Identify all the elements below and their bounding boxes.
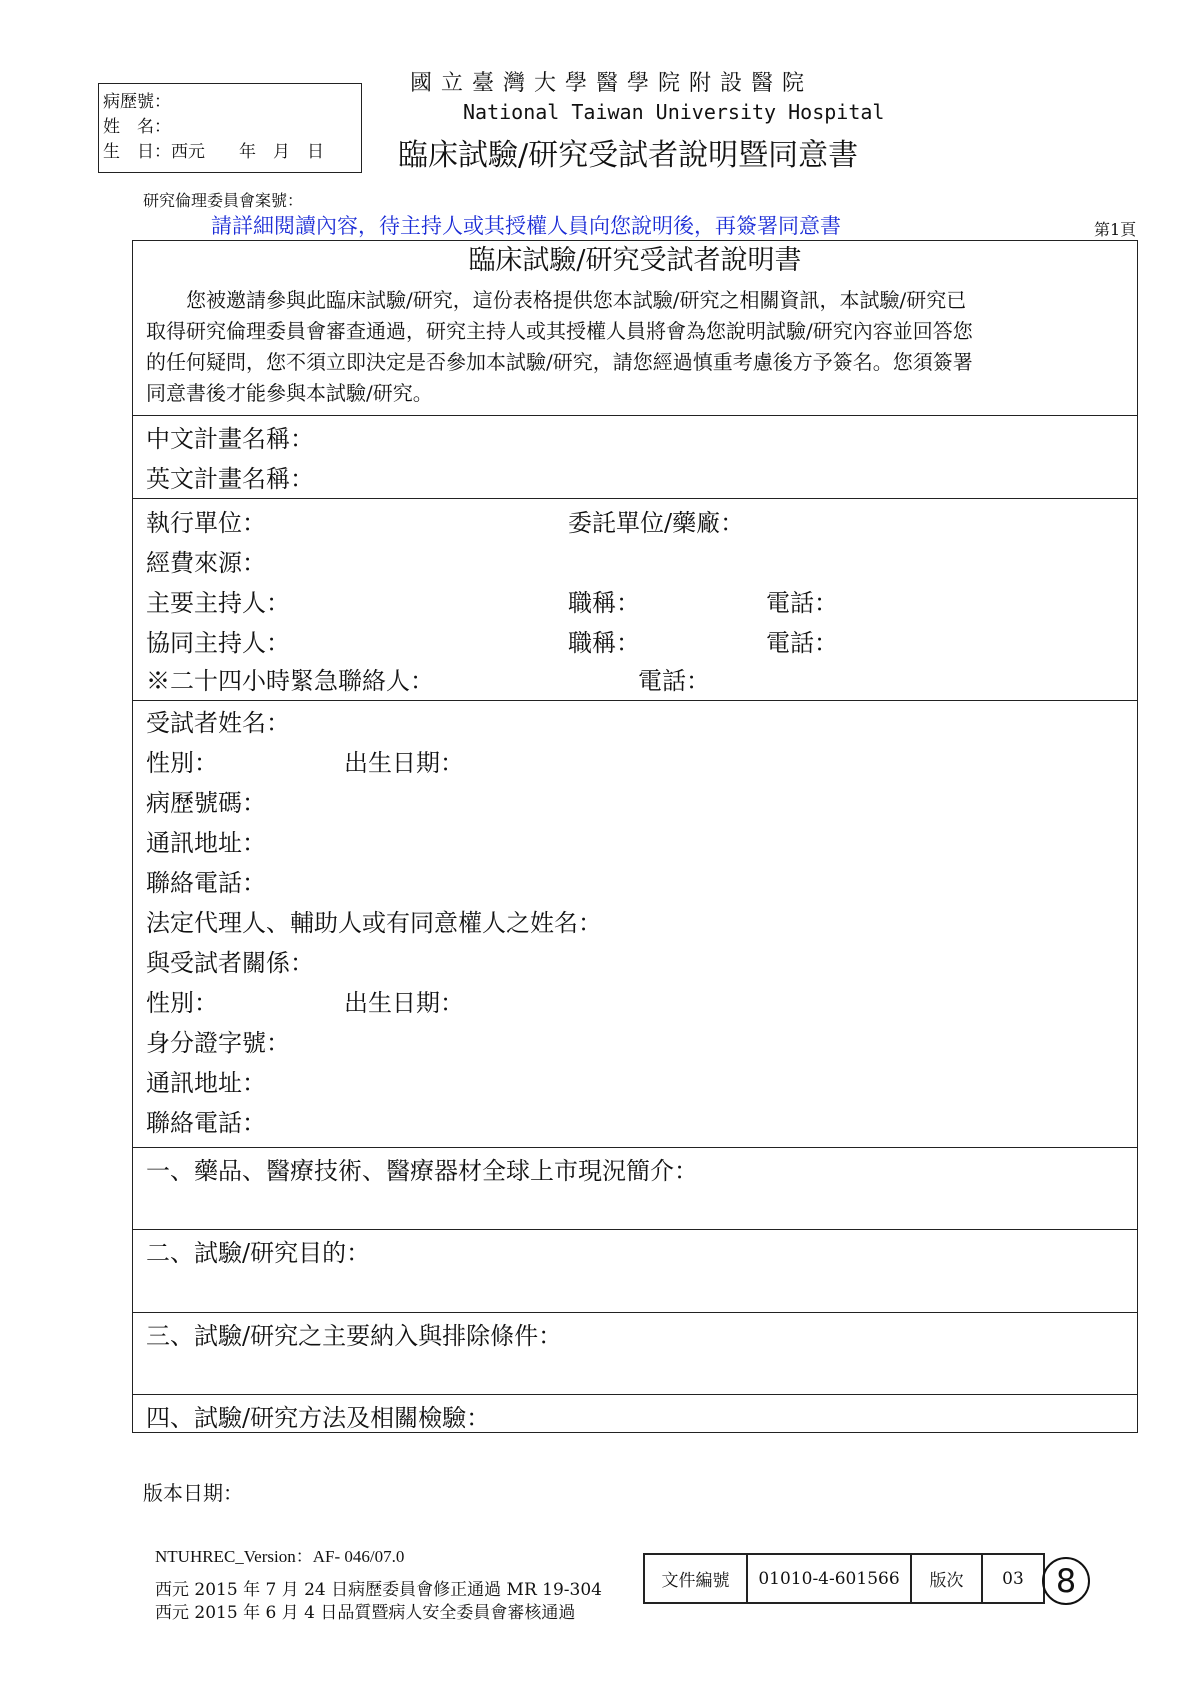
project-cn-name: 中文計畫名稱： bbox=[146, 425, 314, 453]
representative-id: 身分證字號： bbox=[146, 1029, 290, 1057]
co-pi-phone: 電話： bbox=[766, 629, 838, 657]
subject-chart-number: 病歷號碼： bbox=[146, 789, 266, 817]
subject-dob: 出生日期： bbox=[344, 749, 464, 777]
patient-name-label: 姓 名： bbox=[103, 117, 171, 137]
page-number: 第1頁 bbox=[1094, 220, 1137, 239]
emergency-contact: ※二十四小時緊急聯絡人： bbox=[146, 667, 434, 695]
reading-notice: 請詳細閱讀內容，待主持人或其授權人員向您說明後，再簽署同意書 bbox=[211, 214, 841, 238]
subject-name: 受試者姓名： bbox=[146, 709, 290, 737]
form-version: NTUHREC_Version：AF- 046/07.0 bbox=[155, 1547, 405, 1566]
hospital-name-cn: 國立臺灣大學醫學院附設醫院 bbox=[410, 71, 814, 96]
edition-number: 03 bbox=[1002, 1568, 1024, 1589]
intro-line: 您被邀請參與此臨床試驗/研究，這份表格提供您本試驗/研究之相關資訊，本試驗/研究已 bbox=[146, 288, 967, 312]
divider bbox=[133, 1394, 1137, 1395]
divider bbox=[133, 700, 1137, 701]
divider bbox=[133, 1147, 1137, 1148]
co-pi-title: 職稱： bbox=[568, 629, 640, 657]
intro-line: 同意書後才能參與本試驗/研究。 bbox=[146, 381, 433, 405]
representative-sex: 性別： bbox=[146, 989, 218, 1017]
pi-title: 職稱： bbox=[568, 589, 640, 617]
divider bbox=[133, 1312, 1137, 1313]
document-title: 臨床試驗/研究受試者說明暨同意書 bbox=[398, 138, 859, 173]
intro-line: 的任何疑問，您不須立即決定是否參加本試驗/研究，請您經過慎重考慮後方予簽名。您須簽署 bbox=[146, 350, 973, 374]
divider bbox=[133, 1229, 1137, 1230]
item-market-status: 一、藥品、醫療技術、醫療器材全球上市現況簡介： bbox=[146, 1157, 698, 1185]
doc-number: 01010-4-601566 bbox=[748, 1555, 912, 1602]
hospital-name-en: National Taiwan University Hospital bbox=[463, 100, 885, 124]
executing-unit: 執行單位： bbox=[146, 509, 266, 537]
subject-address: 通訊地址： bbox=[146, 829, 266, 857]
document-code-table bbox=[643, 1553, 1045, 1604]
co-investigator: 協同主持人： bbox=[146, 629, 290, 657]
project-en-name: 英文計畫名稱： bbox=[146, 465, 314, 493]
patient-info-box bbox=[98, 83, 362, 173]
doc-number-label: 文件編號 bbox=[645, 1555, 748, 1602]
representative-relation: 與受試者關係： bbox=[146, 949, 314, 977]
subject-phone: 聯絡電話： bbox=[146, 869, 266, 897]
chart-number-label: 病歷號： bbox=[103, 92, 171, 112]
approval-line: 西元 2015 年 7 月 24 日病歷委員會修正通過 MR 19-304 bbox=[155, 1580, 602, 1600]
intro-paragraph bbox=[146, 285, 1129, 409]
consent-form-table bbox=[132, 240, 1138, 1433]
pi-phone: 電話： bbox=[766, 589, 838, 617]
item-methods: 四、試驗/研究方法及相關檢驗： bbox=[146, 1404, 491, 1432]
version-date: 版本日期： bbox=[143, 1481, 243, 1505]
divider bbox=[133, 498, 1137, 499]
emergency-phone: 電話： bbox=[638, 667, 710, 695]
circled-number: 8 bbox=[1042, 1557, 1090, 1605]
birth-date-label: 生 日：西元 年 月 日 bbox=[103, 142, 324, 162]
divider bbox=[133, 415, 1137, 416]
intro-line: 取得研究倫理委員會審查通過，研究主持人或其授權人員將會為您說明試驗/研究內容並回答您 bbox=[146, 319, 973, 343]
funding-source: 經費來源： bbox=[146, 549, 266, 577]
sponsor: 委託單位/藥廠： bbox=[568, 509, 745, 537]
representative-name: 法定代理人、輔助人或有同意權人之姓名： bbox=[146, 909, 602, 937]
section-title: 臨床試驗/研究受試者說明書 bbox=[468, 245, 802, 276]
representative-phone: 聯絡電話： bbox=[146, 1109, 266, 1137]
representative-address: 通訊地址： bbox=[146, 1069, 266, 1097]
edition-label: 版次 bbox=[912, 1555, 983, 1602]
item-purpose: 二、試驗/研究目的： bbox=[146, 1239, 371, 1267]
item-criteria: 三、試驗/研究之主要納入與排除條件： bbox=[146, 1322, 563, 1350]
representative-dob: 出生日期： bbox=[344, 989, 464, 1017]
principal-investigator: 主要主持人： bbox=[146, 589, 290, 617]
approval-line: 西元 2015 年 6 月 4 日品質暨病人安全委員會審核通過 bbox=[155, 1603, 576, 1623]
subject-sex: 性別： bbox=[146, 749, 218, 777]
irb-case-number: 研究倫理委員會案號： bbox=[143, 191, 304, 210]
